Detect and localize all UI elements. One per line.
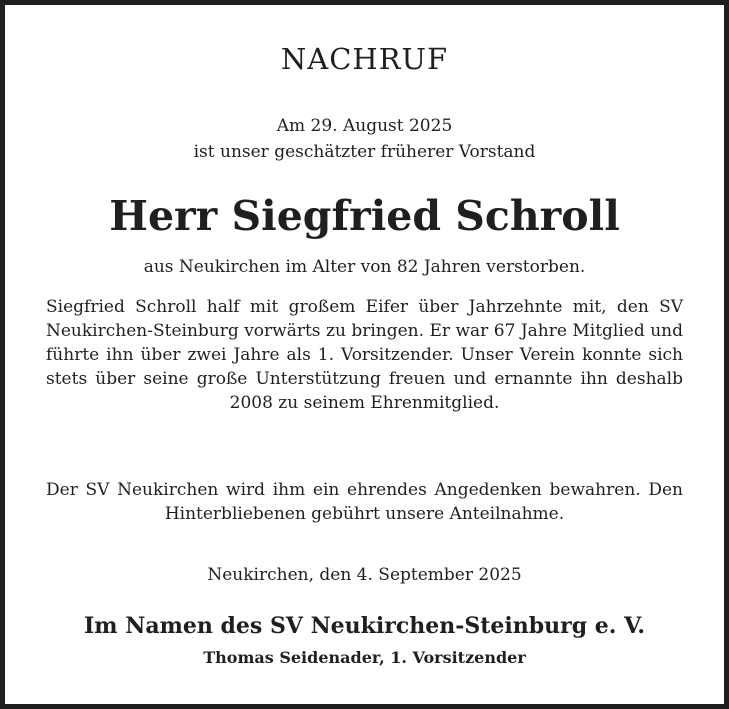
- place-and-date: Neukirchen, den 4. September 2025: [207, 565, 522, 585]
- deceased-name: Herr Siegfried Schroll: [109, 192, 620, 240]
- tribute-paragraph: Siegfried Schroll half mit großem Eifer über Jahrzehnte mit, den SV Neukirchen-Steinburg vorwärts zu bringen. Er war 67 Jahre Mitglied und führte ihn über zwei Jahre als 1. Vorsitzender. Unser Verein konnte sich stets über seine große Unterstützung freuen und ernannte ihn deshalb 2008 zu seinem Ehrenmitglied.: [46, 297, 683, 413]
- signature-person: Thomas Seidenader, 1. Vorsitzender: [203, 648, 526, 667]
- intro-description: ist unser geschätzter früherer Vorstand: [193, 142, 536, 162]
- intro-block: [46, 113, 683, 165]
- signature-organization: Im Namen des SV Neukirchen-Steinburg e. V.: [84, 613, 645, 639]
- notice-heading: NACHRUF: [280, 42, 449, 76]
- death-details: aus Neukirchen im Alter von 82 Jahren verstorben.: [143, 257, 586, 277]
- intro-date: Am 29. August 2025: [276, 116, 453, 136]
- condolence-paragraph: Der SV Neukirchen wird ihm ein ehrendes Angedenken bewahren. Den Hinterbliebenen gebührt unsere Anteilnahme.: [46, 480, 683, 524]
